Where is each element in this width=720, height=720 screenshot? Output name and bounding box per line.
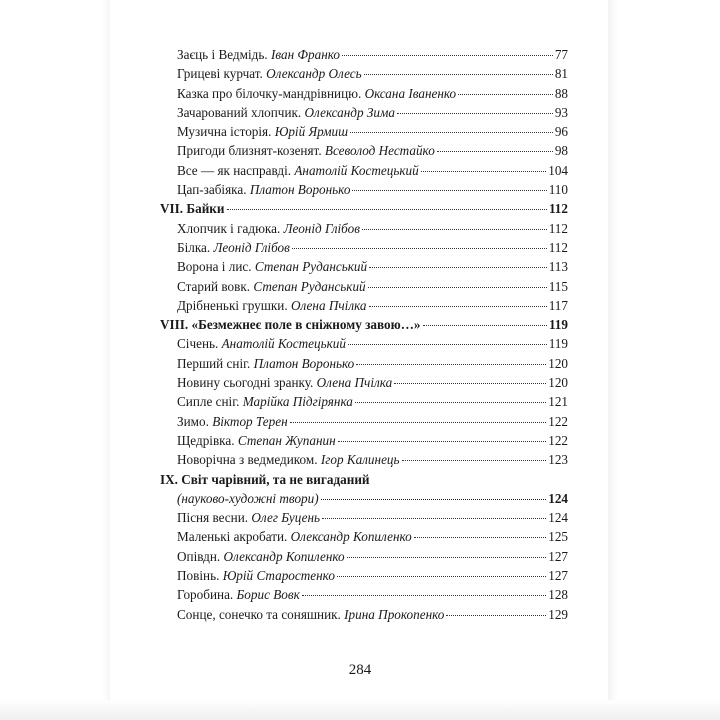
- toc-entry[interactable]: [160, 334, 568, 353]
- entry-text: [177, 605, 444, 624]
- toc-entry[interactable]: [160, 238, 568, 257]
- page-ref: 124: [548, 490, 568, 506]
- page-ref: 93: [554, 104, 568, 120]
- dot-leader: [347, 557, 547, 558]
- dot-leader: [423, 325, 547, 326]
- entry-author: Леонід Глібов: [213, 239, 290, 255]
- dot-leader: [337, 576, 546, 577]
- entry-title: Старий вовк.: [177, 278, 251, 294]
- dot-leader: [322, 518, 546, 519]
- page-ref: 77: [554, 47, 568, 62]
- entry-author: Степан Жупанин: [237, 432, 336, 448]
- page-ref: 110: [548, 182, 568, 198]
- entry-title: Сипле сніг.: [177, 394, 240, 410]
- page-ref: 124: [548, 510, 568, 526]
- entry-text: [177, 257, 367, 276]
- toc-entry[interactable]: [160, 450, 568, 469]
- toc-entry[interactable]: [160, 527, 568, 546]
- toc-group: [160, 219, 568, 315]
- dot-leader: [338, 441, 547, 442]
- dot-leader: [292, 248, 547, 249]
- page-ref: 122: [548, 432, 568, 448]
- entry-author: Олег Буцень: [251, 510, 321, 526]
- toc-entry[interactable]: [160, 180, 568, 199]
- section-heading[interactable]: [160, 470, 568, 509]
- page-ref: 119: [548, 317, 568, 333]
- page-ref: 123: [548, 452, 568, 468]
- dot-leader: [364, 74, 553, 75]
- entry-author: Степан Руданський: [253, 278, 366, 294]
- toc-entry[interactable]: [160, 277, 568, 296]
- dot-leader: [397, 113, 553, 114]
- entry-title: Перший сніг.: [177, 355, 251, 371]
- entry-text: [177, 141, 435, 160]
- toc-group: [160, 508, 568, 624]
- entry-title: Новину сьогодні зранку.: [177, 375, 314, 391]
- entry-text: [177, 161, 419, 180]
- entry-text: [177, 84, 456, 103]
- entry-text: [177, 103, 395, 122]
- entry-author: Олександр Копиленко: [223, 548, 345, 564]
- entry-author: Платон Воронько: [249, 182, 351, 198]
- entry-author: Платон Воронько: [253, 355, 355, 371]
- entry-title: Дрібненькі грушки.: [177, 297, 288, 313]
- dot-leader: [369, 306, 547, 307]
- entry-title: Все — як насправді.: [177, 162, 292, 178]
- toc-entry[interactable]: [160, 508, 568, 527]
- toc-entry[interactable]: [160, 64, 568, 83]
- toc-entry[interactable]: [160, 122, 568, 141]
- entry-author: Олександр Олесь: [266, 66, 362, 82]
- entry-title: Зимо.: [177, 413, 209, 429]
- section-heading[interactable]: [160, 199, 568, 218]
- dot-leader: [421, 171, 547, 172]
- toc-entry[interactable]: [160, 392, 568, 411]
- section-heading[interactable]: [160, 315, 568, 334]
- dot-leader: [321, 499, 547, 500]
- page-ref: 104: [548, 162, 568, 178]
- dot-leader: [402, 460, 547, 461]
- entry-author: Всеволод Нестайко: [324, 143, 435, 159]
- dot-leader: [348, 344, 547, 345]
- toc-entry[interactable]: [160, 45, 568, 64]
- entry-title: Музична історія.: [177, 124, 272, 140]
- entry-author: Борис Вовк: [236, 587, 300, 603]
- entry-text: [177, 334, 346, 353]
- entry-text: [177, 547, 345, 566]
- page-ref: 119: [548, 336, 568, 352]
- entry-title: Зачарований хлопчик.: [177, 104, 302, 120]
- page-ref: 96: [554, 124, 568, 140]
- entry-title: Повінь.: [177, 568, 220, 584]
- entry-title: Новорічна з ведмедиком.: [177, 452, 318, 468]
- page-right-margin: [608, 0, 720, 720]
- page-bottom-edge: [0, 700, 720, 720]
- entry-author: Юрій Старостенко: [222, 568, 335, 584]
- entry-text: [177, 122, 348, 141]
- page-ref: 120: [548, 355, 568, 371]
- dot-leader: [227, 209, 547, 210]
- entry-text: [177, 354, 354, 373]
- entry-author: Марійка Підгірянка: [242, 394, 353, 410]
- dot-leader: [350, 132, 553, 133]
- toc-entry[interactable]: [160, 161, 568, 180]
- toc-entry[interactable]: [160, 141, 568, 160]
- page-ref: 129: [548, 606, 568, 622]
- entry-text: [177, 45, 340, 64]
- entry-title: Цап-забіяка.: [177, 182, 247, 198]
- entry-title: Казка про білочку-мандрівницю.: [177, 85, 362, 101]
- section-title: IX. Світ чарівний, та не вигаданий: [160, 471, 370, 487]
- dot-leader: [302, 595, 546, 596]
- dot-leader: [437, 151, 553, 152]
- page-ref: 127: [548, 568, 568, 584]
- page-ref: 112: [548, 220, 568, 236]
- entry-text: [177, 450, 400, 469]
- entry-author: Анатолій Костецький: [294, 162, 419, 178]
- toc-entry[interactable]: [160, 103, 568, 122]
- entry-text: [177, 238, 290, 257]
- toc-entry[interactable]: [160, 219, 568, 238]
- entry-text: [177, 180, 350, 199]
- toc-entry[interactable]: [160, 547, 568, 566]
- toc-entry[interactable]: [160, 354, 568, 373]
- page-ref: 112: [548, 239, 568, 255]
- entry-author: Олена Пчілка: [316, 375, 393, 391]
- entry-title: Білка.: [177, 239, 211, 255]
- page-ref: 112: [548, 201, 568, 217]
- toc-entry[interactable]: [160, 412, 568, 431]
- dot-leader: [414, 537, 546, 538]
- page-left-margin: [0, 0, 110, 720]
- entry-text: [177, 508, 320, 527]
- toc-group: [160, 45, 568, 199]
- toc-entry[interactable]: [160, 257, 568, 276]
- entry-title: Маленькі акробати.: [177, 529, 288, 545]
- page-ref: 81: [554, 66, 568, 82]
- page-ref: 117: [548, 297, 568, 313]
- page-ref: 113: [548, 259, 568, 275]
- page-ref: 88: [554, 85, 568, 101]
- entry-title: Щедрівка.: [177, 432, 235, 448]
- page-number: 284: [348, 662, 372, 678]
- entry-text: [177, 392, 353, 411]
- page-ref: 120: [548, 375, 568, 391]
- toc-entry[interactable]: [160, 296, 568, 315]
- entry-author: Олександр Копиленко: [290, 529, 412, 545]
- entry-title: Хлопчик і гадюка.: [177, 220, 281, 236]
- entry-title: Горобина.: [177, 587, 234, 603]
- entry-title: Пригоди близнят-козенят.: [177, 143, 322, 159]
- toc-entry[interactable]: [160, 566, 568, 585]
- entry-text: [177, 585, 300, 604]
- table-of-contents: [160, 45, 568, 624]
- entry-author: Ігор Калинець: [320, 452, 400, 468]
- entry-title: Заєць і Ведмідь.: [177, 47, 268, 62]
- page-ref: 128: [548, 587, 568, 603]
- entry-author: Леонід Глібов: [283, 220, 360, 236]
- entry-author: Юрій Ярмиш: [274, 124, 349, 140]
- entry-author: Анатолій Костецький: [221, 336, 346, 352]
- dot-leader: [355, 402, 546, 403]
- dot-leader: [368, 287, 547, 288]
- entry-text: [177, 296, 367, 315]
- dot-leader: [290, 422, 547, 423]
- entry-text: [177, 277, 366, 296]
- entry-title: Січень.: [177, 336, 219, 352]
- dot-leader: [458, 94, 553, 95]
- entry-title: Опівдн.: [177, 548, 221, 564]
- page-ref: 127: [548, 548, 568, 564]
- entry-author: Олександр Зима: [304, 104, 395, 120]
- section-subtitle-row: [160, 489, 568, 508]
- toc-entry[interactable]: [160, 84, 568, 103]
- toc-entry[interactable]: [160, 585, 568, 604]
- toc-entry[interactable]: [160, 605, 568, 624]
- page-ref: 125: [548, 529, 568, 545]
- toc-group: [160, 334, 568, 469]
- entry-text: [177, 373, 392, 392]
- section-subtitle: (науково-художні твори): [177, 490, 319, 506]
- dot-leader: [362, 229, 547, 230]
- section-title: VII. Байки: [160, 201, 225, 217]
- entry-text: [177, 566, 335, 585]
- entry-text: [177, 64, 362, 83]
- entry-title: Грицеві курчат.: [177, 66, 263, 82]
- entry-text: [177, 527, 412, 546]
- entry-author: Ірина Прокопенко: [344, 606, 445, 622]
- entry-author: Олена Пчілка: [290, 297, 367, 313]
- page-ref: 98: [554, 143, 568, 159]
- dot-leader: [342, 55, 553, 56]
- dot-leader: [446, 615, 546, 616]
- entry-title: Сонце, сонечко та соняшник.: [177, 606, 341, 622]
- entry-author: Віктор Терен: [212, 413, 288, 429]
- dot-leader: [369, 267, 547, 268]
- entry-text: [177, 219, 360, 238]
- dot-leader: [352, 190, 546, 191]
- entry-text: [177, 412, 288, 431]
- entry-author: Іван Франко: [270, 47, 341, 62]
- entry-text: [177, 431, 336, 450]
- page-ref: 115: [548, 278, 568, 294]
- entry-author: Степан Руданський: [254, 259, 368, 275]
- dot-leader: [356, 364, 546, 365]
- toc-entry[interactable]: [160, 431, 568, 450]
- entry-title: Ворона і лис.: [177, 259, 252, 275]
- entry-title: Пісня весни.: [177, 510, 249, 526]
- toc-entry[interactable]: [160, 373, 568, 392]
- section-title: VIII. «Безмежнеє поле в сніжному завою…»: [160, 317, 421, 333]
- page-ref: 121: [548, 394, 568, 410]
- dot-leader: [394, 383, 546, 384]
- page-ref: 122: [548, 413, 568, 429]
- entry-author: Оксана Іваненко: [364, 85, 457, 101]
